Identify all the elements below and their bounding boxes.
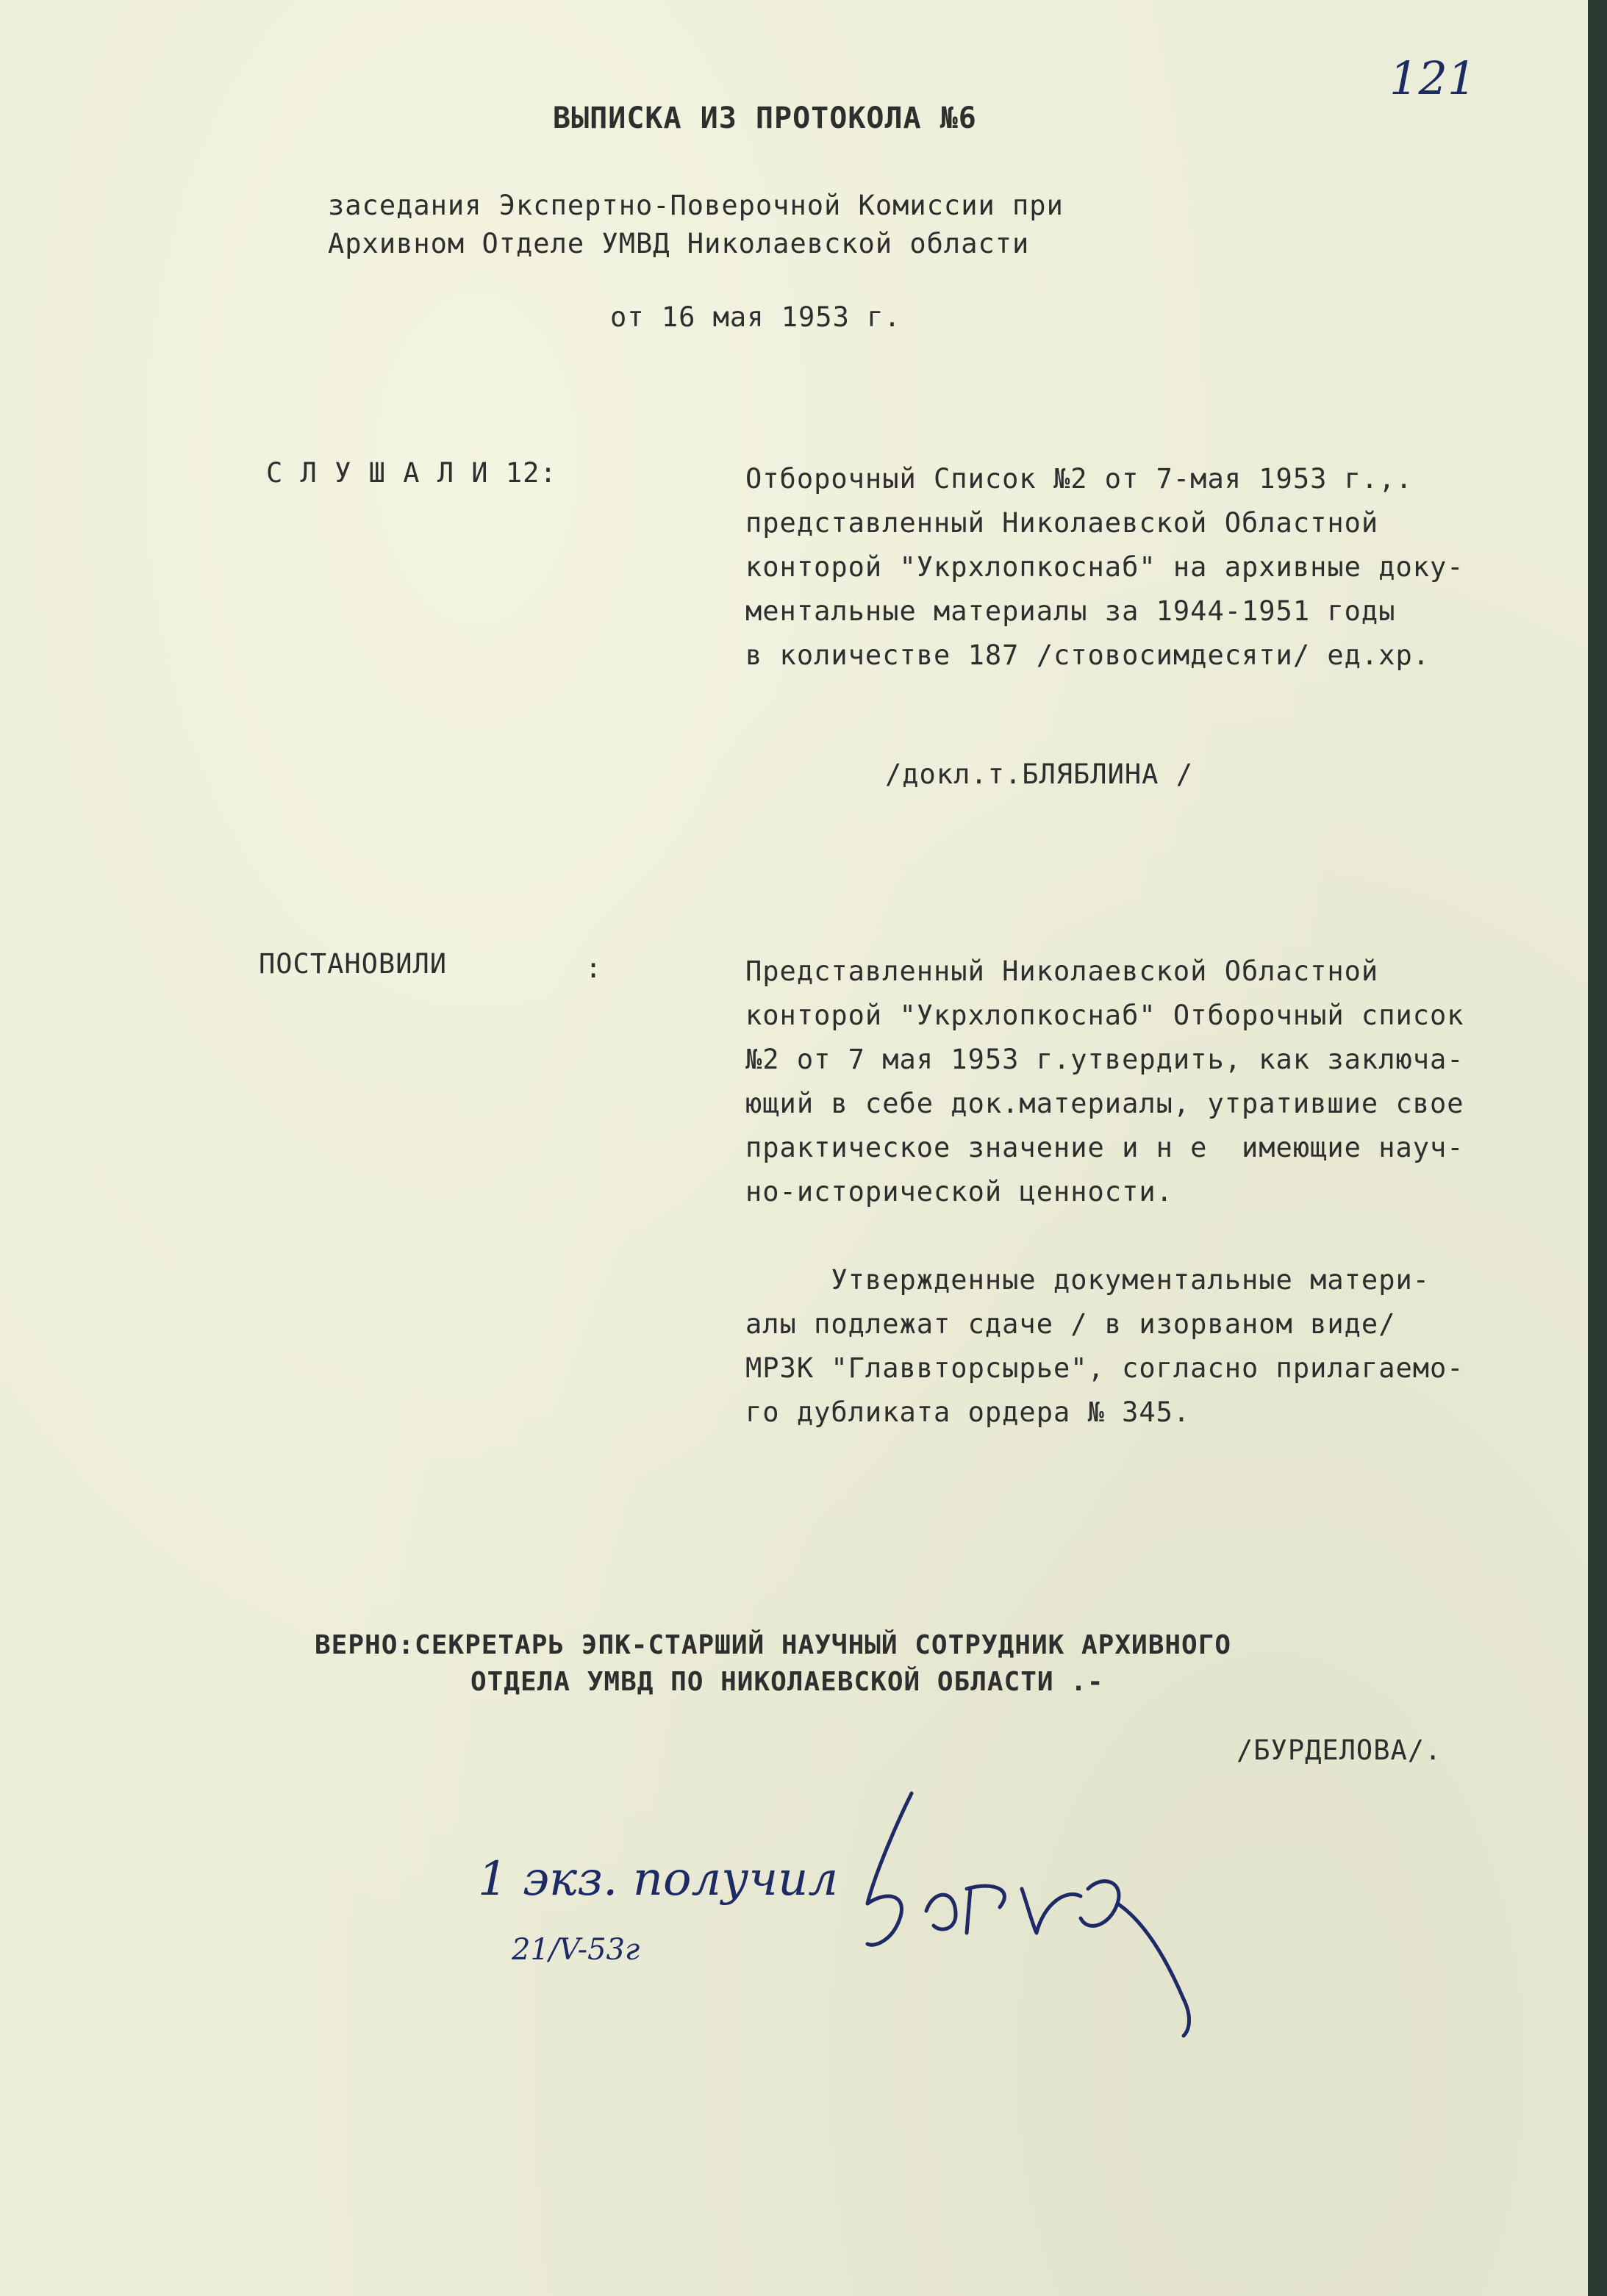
- resolved-line: №2 от 7 мая 1953 г.утвердить, как заключа-: [745, 1044, 1464, 1075]
- heard-line: представленный Николаевской Областной: [745, 507, 1379, 539]
- resolved-line: ющий в себе док.материалы, утратившие свое: [745, 1088, 1464, 1119]
- heard-line: Отборочный Список №2 от 7-мая 1953 г.,.: [745, 463, 1413, 495]
- handwritten-date: 21/V-53г: [512, 1933, 640, 1967]
- handwritten-note: 1 экз. получил: [478, 1852, 839, 1906]
- heard-line: конторой "Укрхлопкоснаб" на архивные доку-: [745, 551, 1464, 583]
- resolved-line: конторой "Укрхлопкоснаб" Отборочный список: [745, 1000, 1464, 1031]
- resolved-label: ПОСТАНОВИЛИ: [259, 948, 448, 980]
- document-date: от 16 мая 1953 г.: [610, 301, 901, 333]
- reporter-line: /докл.т.БЛЯБЛИНА /: [885, 758, 1193, 790]
- resolved-colon: :: [585, 953, 603, 984]
- resolved-line: МРЗК "Главвторсырье", согласно прилагаемо-: [745, 1352, 1464, 1384]
- resolved-line: но-исторической ценности.: [745, 1176, 1173, 1208]
- page-number: 121: [1389, 51, 1477, 105]
- heard-line: ментальные материалы за 1944-1951 годы: [745, 595, 1396, 627]
- scan-edge: [1588, 0, 1607, 2296]
- signatory-name: /БУРДЕЛОВА/.: [1236, 1734, 1442, 1766]
- document-title: ВЫПИСКА ИЗ ПРОТОКОЛА №6: [553, 101, 977, 135]
- certification-line-1: ВЕРНО:СЕКРЕТАРЬ ЭПК-СТАРШИЙ НАУЧНЫЙ СОТРУДНИК АРХИВНОГО: [315, 1630, 1232, 1660]
- resolved-line: алы подлежат сдаче / в изорваном виде/: [745, 1308, 1396, 1340]
- resolved-line: го дубликата ордера № 345.: [745, 1396, 1191, 1428]
- resolved-line: практическое значение и н е имеющие науч-: [745, 1132, 1464, 1163]
- resolved-line: Представленный Николаевской Областной: [745, 955, 1379, 987]
- resolved-line: Утвержденные документальные матери-: [745, 1264, 1431, 1296]
- subtitle-line-1: заседания Экспертно-Поверочной Комиссии при: [328, 190, 1064, 221]
- signature-image: [845, 1779, 1228, 2043]
- subtitle-line-2: Архивном Отделе УМВД Николаевской области: [328, 228, 1030, 259]
- heard-line: в количестве 187 /стовосимдесяти/ ед.хр.: [745, 639, 1431, 671]
- certification-line-2: ОТДЕЛА УМВД ПО НИКОЛАЕВСКОЙ ОБЛАСТИ .-: [470, 1667, 1104, 1697]
- heard-label: С Л У Ш А Л И 12:: [266, 457, 557, 489]
